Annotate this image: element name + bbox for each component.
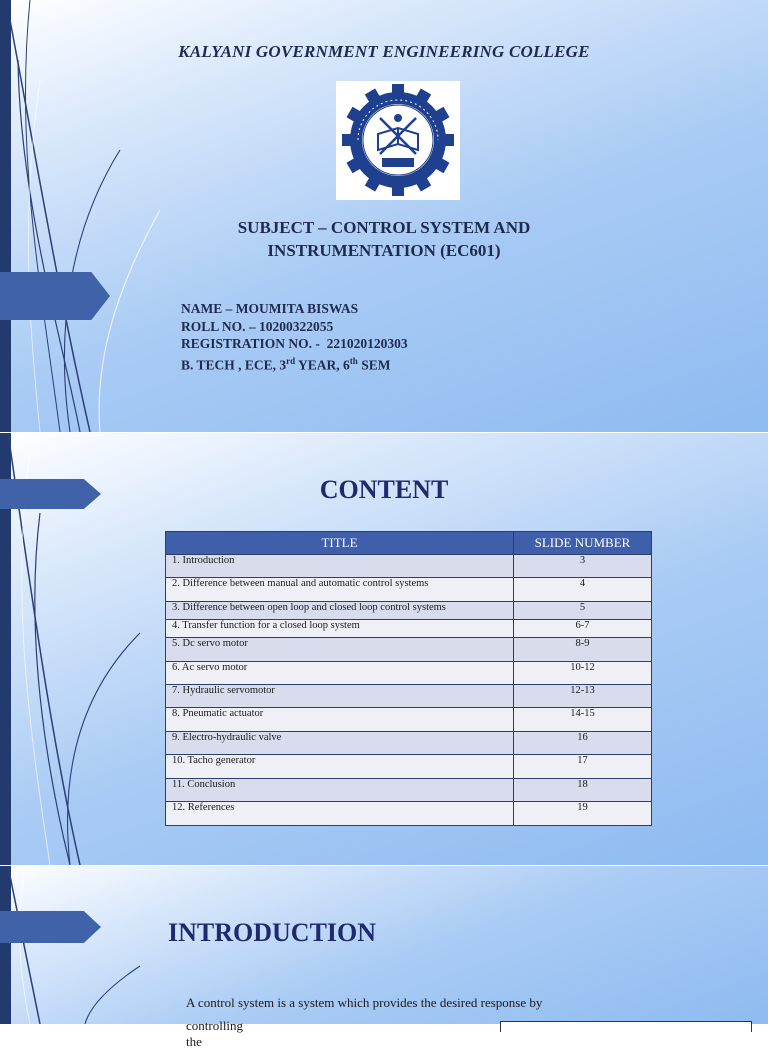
decorative-curves: [0, 866, 180, 1024]
table-row: [166, 755, 652, 779]
row-slide-number: 18: [514, 779, 652, 802]
table-row: [166, 708, 652, 732]
course-prefix: B. TECH , ECE, 3: [181, 357, 287, 372]
course-line: [181, 353, 408, 374]
title-slide: [0, 0, 768, 432]
content-slide: [0, 433, 768, 865]
row-slide-number: 6-7: [514, 620, 652, 638]
row-slide-number: 14-15: [514, 708, 652, 732]
college-seal-icon: [336, 81, 460, 200]
college-logo: [336, 81, 460, 200]
subject-line-2: INSTRUMENTATION (EC601): [267, 241, 501, 260]
slide-left-bar: [0, 866, 11, 1024]
sem-suffix: th: [349, 355, 358, 366]
row-title: 12. References: [166, 802, 514, 826]
table-row: [166, 578, 652, 602]
registration-number: REGISTRATION NO. - 221020120303: [181, 336, 408, 351]
header-title: TITLE: [166, 532, 514, 555]
row-title: 10. Tacho generator: [166, 755, 514, 779]
intro-bullet-text: A control system is a system which provides the desired response by: [186, 995, 543, 1010]
student-name: NAME – MOUMITA BISWAS: [181, 301, 359, 316]
table-row: [166, 685, 652, 708]
row-title: 11. Conclusion: [166, 779, 514, 802]
slide-left-bar: [0, 0, 11, 432]
row-title: 4. Transfer function for a closed loop system: [166, 620, 514, 638]
introduction-title: INTRODUCTION: [168, 918, 377, 947]
row-title: 3. Difference between open loop and closed loop control systems: [166, 602, 514, 620]
row-title: 7. Hydraulic servomotor: [166, 685, 514, 708]
course-mid: YEAR, 6: [295, 357, 350, 372]
row-slide-number: 5: [514, 602, 652, 620]
header-slide-number: SLIDE NUMBER: [514, 532, 652, 555]
diagram-frame: [500, 1021, 752, 1032]
accent-arrow-tab: [0, 911, 101, 943]
row-title: 2. Difference between manual and automatic control systems: [166, 578, 514, 602]
course-suffix: SEM: [357, 357, 391, 372]
student-details: [181, 300, 408, 374]
decorative-curves: [0, 0, 180, 432]
content-title: CONTENT: [319, 475, 449, 504]
row-title: 5. Dc servo motor: [166, 638, 514, 662]
table-row: [166, 555, 652, 578]
row-slide-number: 10-12: [514, 662, 652, 685]
table-row: [166, 779, 652, 802]
row-title: 1. Introduction: [166, 555, 514, 578]
table-row: [166, 602, 652, 620]
row-slide-number: 12-13: [514, 685, 652, 708]
table-header-row: [166, 532, 652, 555]
contents-table: [165, 531, 652, 826]
subject-line-1: SUBJECT – CONTROL SYSTEM AND: [237, 218, 531, 237]
row-slide-number: 19: [514, 802, 652, 826]
row-slide-number: 16: [514, 732, 652, 755]
table-row: [166, 732, 652, 755]
row-slide-number: 3: [514, 555, 652, 578]
table-row: [166, 802, 652, 826]
roll-number: ROLL NO. – 10200322055: [181, 318, 334, 334]
table-row: [166, 620, 652, 638]
table-row: [166, 662, 652, 685]
row-title: 8. Pneumatic actuator: [166, 708, 514, 732]
row-title: 6. Ac servo motor: [166, 662, 514, 685]
subject-heading: [200, 216, 568, 262]
college-name: KALYANI GOVERNMENT ENGINEERING COLLEGE: [178, 42, 590, 61]
row-title: 9. Electro-hydraulic valve: [166, 732, 514, 755]
row-slide-number: 4: [514, 578, 652, 602]
introduction-slide: [0, 866, 768, 1049]
row-slide-number: 8-9: [514, 638, 652, 662]
table-row: [166, 638, 652, 662]
intro-continuation-text: controlling the: [186, 1018, 244, 1049]
year-suffix: rd: [286, 355, 296, 366]
row-slide-number: 17: [514, 755, 652, 779]
accent-arrow-tab: [0, 272, 110, 320]
